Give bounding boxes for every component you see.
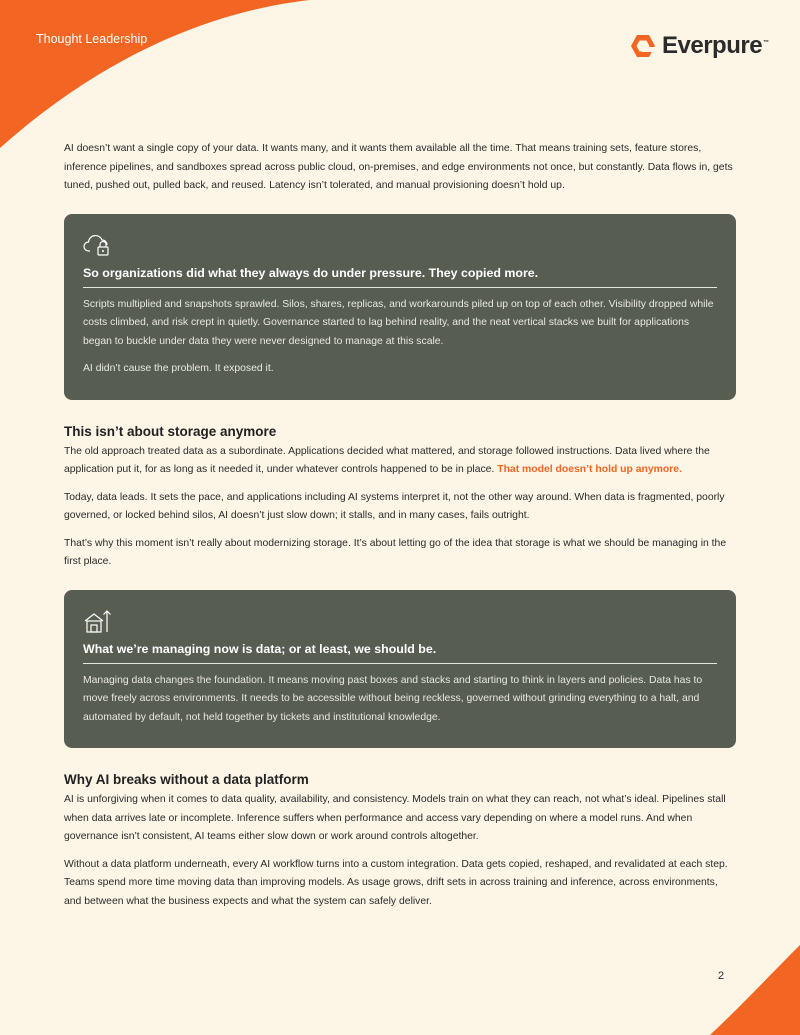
callout-title: So organizations did what they always do under pressure. They copied more. bbox=[83, 266, 717, 288]
page-number: 2 bbox=[718, 970, 725, 982]
section-heading-storage: This isn’t about storage anymore bbox=[64, 423, 277, 439]
house-upgrade-icon bbox=[83, 608, 113, 634]
intro-paragraph: AI doesn’t want a single copy of your data. It wants many, and it wants them available all the time. That means training sets, feature stores, inference pipelines, and sandboxes spread across public cloud, on-premises, and edge environments not once, but constantly. Data flows in, gets tuned, pushed out, pulled back, and reused. Latency isn’t tolerated, and manual provisioning doesn’t hold up. bbox=[64, 143, 733, 191]
section-paragraph: That’s why this moment isn’t really about modernizing storage. It’s about letting go of the idea that storage is what we should be managing in the first place. bbox=[64, 537, 727, 567]
cloud-lock-icon bbox=[83, 232, 113, 258]
section-heading-data-platform: Why AI breaks without a data platform bbox=[64, 772, 309, 787]
section-paragraph: Today, data leads. It sets the pace, and applications including AI systems interpret it, not the other way around. When data is fragmented, poorly governed, or locked behind silos, AI doesn’t just slow down; it stalls, and in many cases, fails outright. bbox=[64, 491, 725, 521]
callout-title: What we’re managing now is data; or at least, we should be. bbox=[83, 642, 717, 664]
hexagon-logo-icon bbox=[630, 33, 656, 59]
brand-logo bbox=[630, 32, 769, 60]
section-paragraph: The old approach treated data as a subordinate. Applications decided what mattered, and storage followed instructions. Data lived where the application put it, for as long as it needed it, under whatever controls happened to be in place. That model doesn’t hold up anymore. bbox=[64, 445, 710, 475]
main-content bbox=[64, 140, 736, 920]
callout-managing-data bbox=[64, 590, 736, 749]
callout-paragraph: Scripts multiplied and snapshots sprawled. Silos, shares, replicas, and workarounds piled up on top of each other. Visibility dropped while costs climbed, and risk crept in quietly. Governance started to lag behind reality, and the neat vertical stacks we built for applications began to buckle under data they were never designed to manage at this scale. bbox=[83, 298, 714, 347]
callout-paragraph: AI didn’t cause the problem. It exposed it. bbox=[83, 363, 274, 374]
highlighted-text: That model doesn’t hold up anymore. bbox=[497, 464, 682, 475]
logo-wordmark: Everpure™ bbox=[662, 32, 769, 59]
callout-copied-more bbox=[64, 214, 736, 400]
section-paragraph: Without a data platform underneath, every AI workflow turns into a custom integration. Data gets copied, reshaped, and revalidated at each step. Teams spend more time moving data than improving models. As usage grows, drift sets in across training and inference, across environments, and between what the business expects and what the system can safely deliver. bbox=[64, 858, 728, 907]
callout-paragraph: Managing data changes the foundation. It means moving past boxes and stacks and starting to think in layers and policies. Data has to move freely across environments. It needs to be accessible without being reckless, governed without grinding everything to a halt, and automated by default, not held together by tickets and institutional knowledge. bbox=[83, 674, 703, 723]
corner-decoration-top-left bbox=[0, 0, 320, 150]
section-label: Thought Leadership bbox=[36, 32, 148, 46]
section-paragraph: AI is unforgiving when it comes to data quality, availability, and consistency. Models train on what they can reach, not what’s ideal. Pipelines stall when data arrives late or incomplete. Inference suffers when performance and access vary depending on where a model runs. And when governance isn’t consistent, AI teams either slow down or work around controls altogether. bbox=[64, 794, 726, 842]
corner-decoration-bottom-right bbox=[710, 945, 800, 1035]
